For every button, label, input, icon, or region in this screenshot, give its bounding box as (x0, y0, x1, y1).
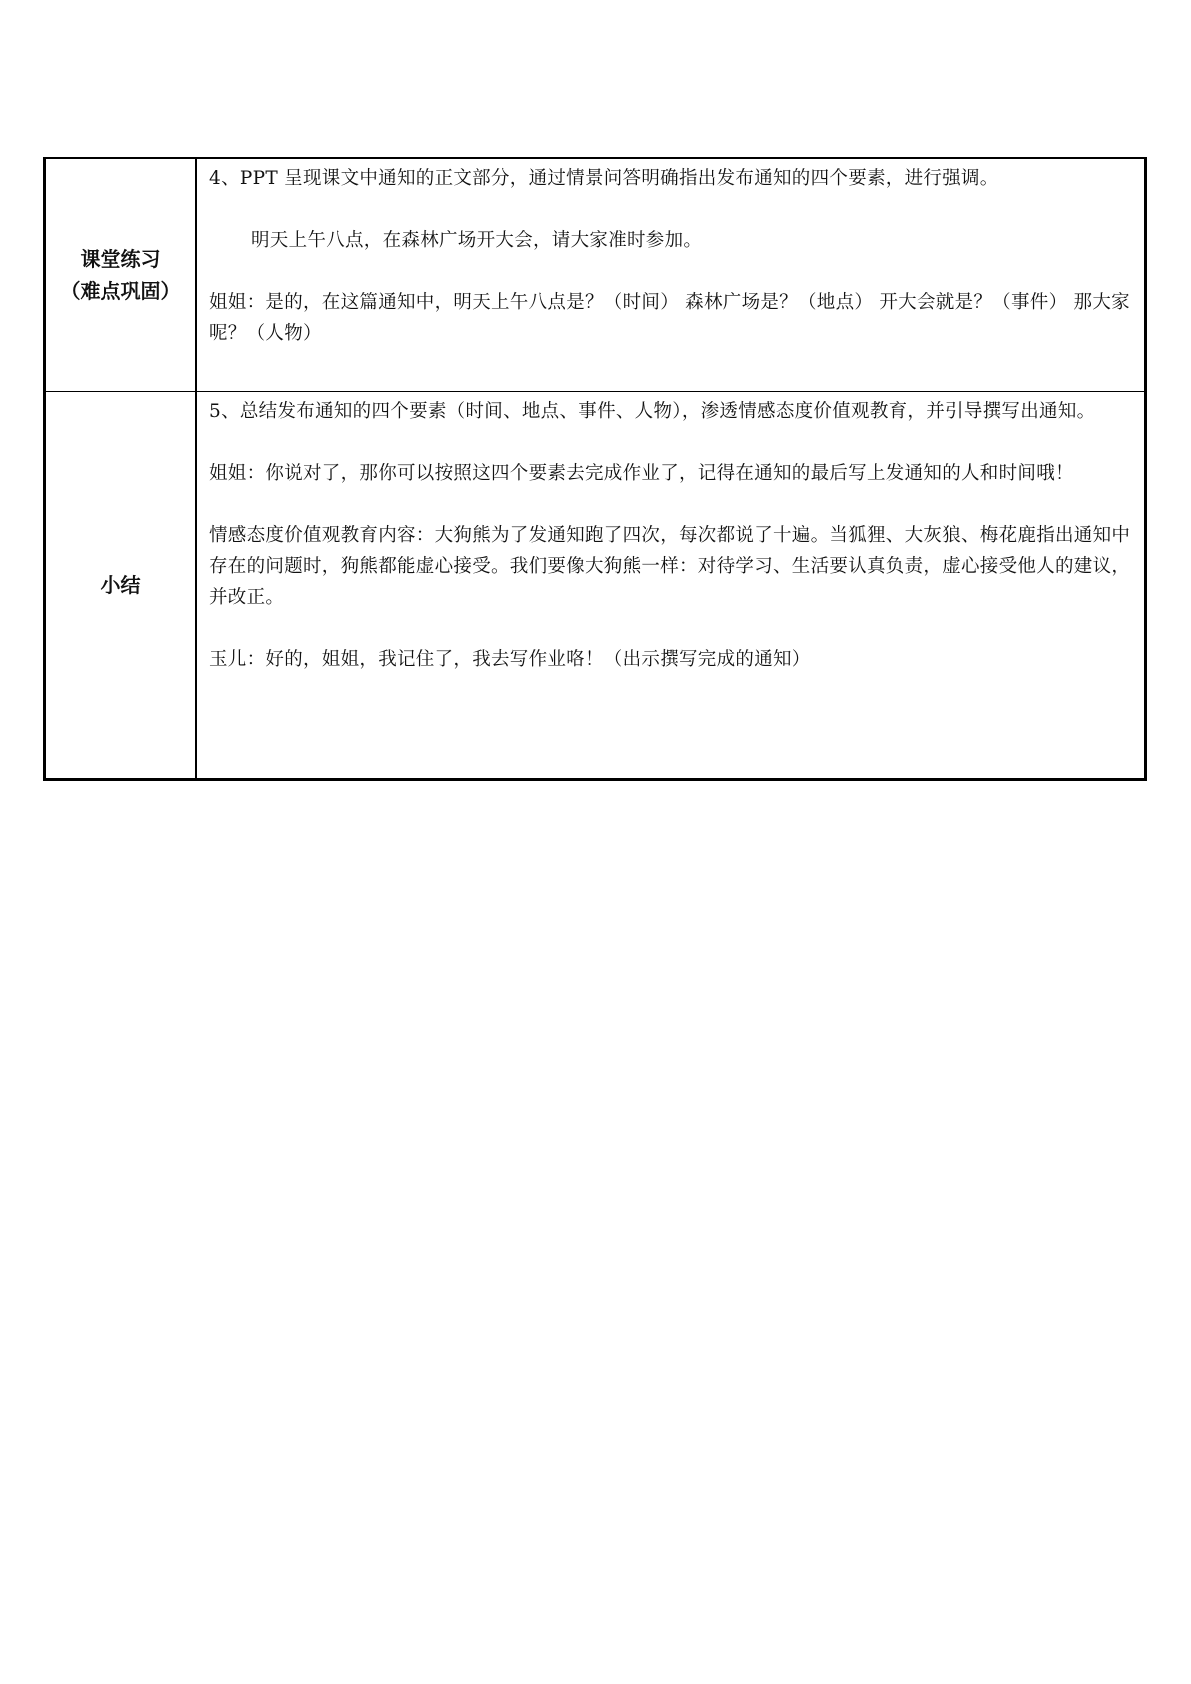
step-4-text: 4、PPT 呈现课文中通知的正文部分，通过情景问答明确指出发布通知的四个要素，进行强调。 (209, 168, 999, 189)
row-content-practice (196, 158, 1146, 392)
notice-body-text: 明天上午八点，在森林广场开大会，请大家准时参加。 (251, 230, 703, 251)
dialogue-sister-homework: 姐姐：你说对了，那你可以按照这四个要素去完成作业了，记得在通知的最后写上发通知的人和时间哦！ (209, 463, 1074, 484)
row-content-summary (196, 392, 1146, 780)
table-row-summary (45, 392, 1146, 780)
row-label-summary: 小结 (45, 392, 197, 780)
row-label-practice (45, 158, 197, 392)
row-label-subtitle: （难点巩固） (60, 279, 181, 303)
step-5-text: 5、总结发布通知的四个要素（时间、地点、事件、人物），渗透情感态度价值观教育，并引导撰写出通知。 (209, 401, 1096, 422)
row-label-title: 课堂练习 (80, 247, 161, 271)
dialogue-sister-qa: 姐姐：是的，在这篇通知中，明天上午八点是？（时间） 森林广场是？（地点） 开大会就是？（事件） 那大家呢？（人物） (209, 292, 1130, 344)
values-education-text: 情感态度价值观教育内容：大狗熊为了发通知跑了四次，每次都说了十遍。当狐狸、大灰狼、梅花鹿指出通知中存在的问题时，狗熊都能虚心接受。我们要像大狗熊一样：对待学习、生活要认真负责，虚心接受他人的建议，并改正。 (209, 525, 1131, 608)
lesson-plan-table (43, 157, 1147, 781)
table-row-practice (45, 158, 1146, 392)
dialogue-yuer-reply: 玉儿：好的，姐姐，我记住了，我去写作业咯！（出示撰写完成的通知） (209, 649, 811, 670)
